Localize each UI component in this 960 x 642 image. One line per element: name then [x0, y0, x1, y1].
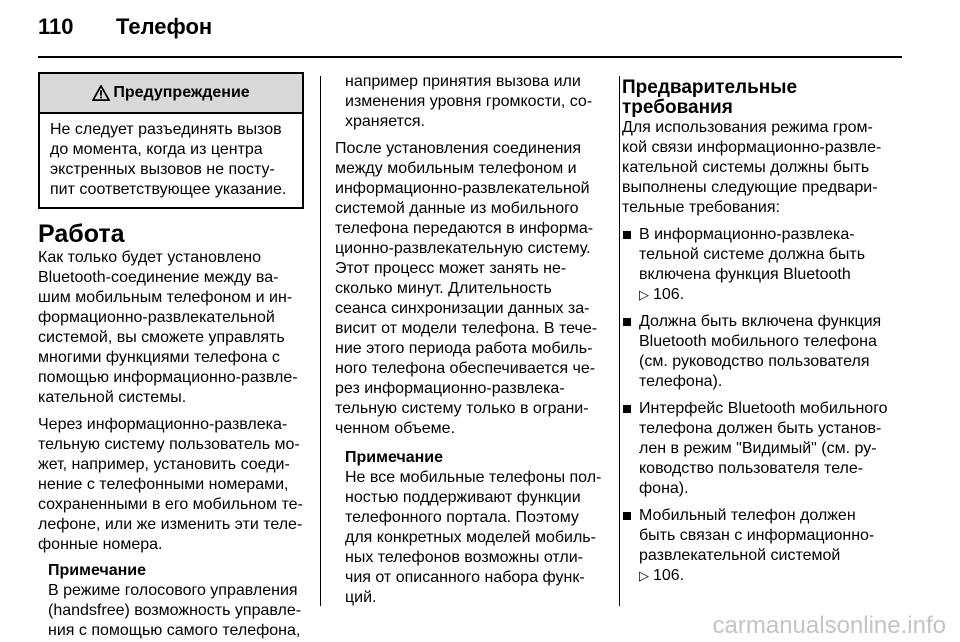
list-item — [622, 225, 902, 305]
page-reference-number: 106. — [653, 286, 685, 303]
text-line: В информационно-развлека- — [639, 226, 855, 243]
text-line: ние этого периода работа мобиль- — [335, 340, 593, 357]
reference-arrow-icon: ▷ — [639, 568, 649, 583]
warning-triangle-icon — [92, 85, 110, 101]
page-reference-number: 106. — [653, 567, 685, 584]
text-line: телефона передаются в информа- — [335, 220, 594, 237]
text-line: сеанса синхронизации данных за- — [335, 300, 590, 317]
text-line: Не следует разъединять вызов — [50, 121, 282, 138]
text-line: телефонного портала. Поэтому — [345, 509, 579, 526]
text-line: Через информационно-развлека- — [38, 416, 288, 433]
text-line: Мобильный телефон должен — [639, 507, 856, 524]
warning-header — [40, 74, 302, 114]
text-line: фонные номера. — [38, 536, 163, 553]
text-line: тельную систему пользователь мо- — [38, 436, 300, 453]
text-line: Интерфейс Bluetooth мобильного — [639, 400, 888, 417]
column-divider-right — [619, 76, 620, 606]
square-bullet-icon — [623, 231, 631, 239]
reference-arrow-icon: ▷ — [639, 287, 649, 302]
section-title-prerequisites: Предварительные — [622, 77, 798, 98]
text-line: помощью информационно-развле- — [38, 369, 298, 386]
note-handsfree-continued — [335, 72, 605, 132]
text-line: информационно-развлекательной — [335, 180, 590, 197]
column-1 — [38, 72, 304, 641]
square-bullet-icon — [623, 318, 631, 326]
text-line: сохраненными в его мобильном те- — [38, 496, 303, 513]
text-line: Для использования режима гром- — [622, 119, 873, 136]
text-line: тельную систему только в ограни- — [335, 400, 589, 417]
text-line: телефона должен быть установ- — [639, 420, 882, 437]
prerequisites-list — [622, 225, 902, 586]
page-reference[interactable] — [639, 285, 902, 305]
text-line: тельной системе должна быть — [639, 246, 866, 263]
square-bullet-icon — [623, 405, 631, 413]
list-item — [622, 312, 902, 392]
text-line: изменения уровня громкости, со- — [345, 93, 593, 110]
text-line: (см. руководство пользователя — [639, 353, 870, 370]
text-line: системой данные из мобильного — [335, 200, 579, 217]
text-line: Как только будет установлено — [38, 249, 262, 266]
text-line: Должна быть включена функция — [639, 313, 882, 330]
text-line: выполнены следующие предвари- — [622, 179, 878, 196]
text-line: ководство пользователя теле- — [639, 460, 864, 477]
note-title: Примечание — [345, 449, 444, 466]
text-line: чия от описанного набора функ- — [345, 569, 585, 586]
text-line: ченном объеме. — [335, 420, 456, 437]
text-line: нение с телефонными номерами, — [38, 476, 289, 493]
text-line: тельные требования: — [622, 199, 780, 216]
sync-paragraph — [335, 139, 605, 439]
text-line: Этот процесс может занять не- — [335, 260, 567, 277]
text-line: Не все мобильные телефоны пол- — [345, 469, 602, 486]
text-line: кательной системы. — [38, 389, 187, 406]
text-line: висит от модели телефона. В тече- — [335, 320, 598, 337]
text-line: лефоне, или же изменить эти теле- — [38, 516, 303, 533]
operation-paragraph-2 — [38, 415, 304, 555]
text-line: жет, например, установить соеди- — [38, 456, 290, 473]
text-line: ных телефонов возможны отли- — [345, 549, 583, 566]
section-title-prerequisites-line2: требования — [622, 97, 733, 118]
text-line: рез информационно-развлека- — [335, 380, 565, 397]
text-line: В режиме голосового управления — [48, 582, 298, 599]
text-line: ций. — [345, 589, 377, 606]
text-line: включена функция Bluetooth — [639, 266, 851, 283]
text-line: храняется. — [345, 113, 425, 130]
text-line: ния с помощью самого телефона, — [48, 622, 301, 639]
text-line: например принятия вызова или — [345, 73, 581, 90]
warning-text — [40, 114, 302, 207]
text-line: ностью поддерживают функции — [345, 489, 581, 506]
page-reference[interactable] — [639, 566, 902, 586]
text-line: формационно-развлекательной — [38, 309, 275, 326]
text-line: многими функциями телефона с — [38, 349, 280, 366]
column-2 — [335, 72, 605, 608]
note-phone-portal — [345, 448, 605, 608]
column-divider-left — [320, 76, 321, 606]
header-rule — [38, 56, 902, 58]
column-3 — [622, 78, 902, 593]
text-line: быть связан с информационно- — [639, 527, 875, 544]
text-line: ного телефона обеспечивается че- — [335, 360, 596, 377]
text-line: системой, вы сможете управлять — [38, 329, 285, 346]
warning-box — [38, 72, 304, 209]
text-line: сколько минут. Длительность — [335, 280, 552, 297]
text-line: между мобильным телефоном и — [335, 160, 577, 177]
note-title: Примечание — [48, 562, 147, 579]
text-line: развлекательной системой — [639, 547, 841, 564]
text-line: кательной системы должны быть — [622, 159, 870, 176]
text-line: шим мобильным телефоном и ин- — [38, 289, 293, 306]
page-number: 110 — [38, 14, 74, 39]
operation-paragraph-1 — [38, 248, 304, 408]
text-line: телефона). — [639, 373, 723, 390]
list-item — [622, 399, 902, 499]
text-line: ционно-развлекательную систему. — [335, 240, 591, 257]
warning-title: Предупреждение — [113, 84, 250, 101]
prerequisites-intro — [622, 118, 902, 218]
text-line: (handsfree) возможность управле- — [48, 602, 302, 619]
text-line: для конкретных моделей мобиль- — [345, 529, 596, 546]
text-line: лен в режим "Видимый" (см. ру- — [639, 440, 877, 457]
text-line: кой связи информационно-развле- — [622, 139, 882, 156]
text-line: пит соответствующее указание. — [50, 181, 287, 198]
text-line: до момента, когда из центра — [50, 141, 263, 158]
text-line: экстренных вызовов не посту- — [50, 161, 275, 178]
watermark: carmanualsonline.info — [712, 612, 946, 639]
text-line: Bluetooth мобильного телефона — [639, 333, 877, 350]
text-line: После установления соединения — [335, 140, 581, 157]
text-line: фона). — [639, 480, 689, 497]
list-item — [622, 506, 902, 586]
page-title: Телефон — [116, 14, 213, 39]
note-handsfree — [48, 561, 304, 641]
section-title-operation: Работа — [38, 220, 125, 248]
square-bullet-icon — [623, 512, 631, 520]
text-line: Bluetooth-соединение между ва- — [38, 269, 279, 286]
